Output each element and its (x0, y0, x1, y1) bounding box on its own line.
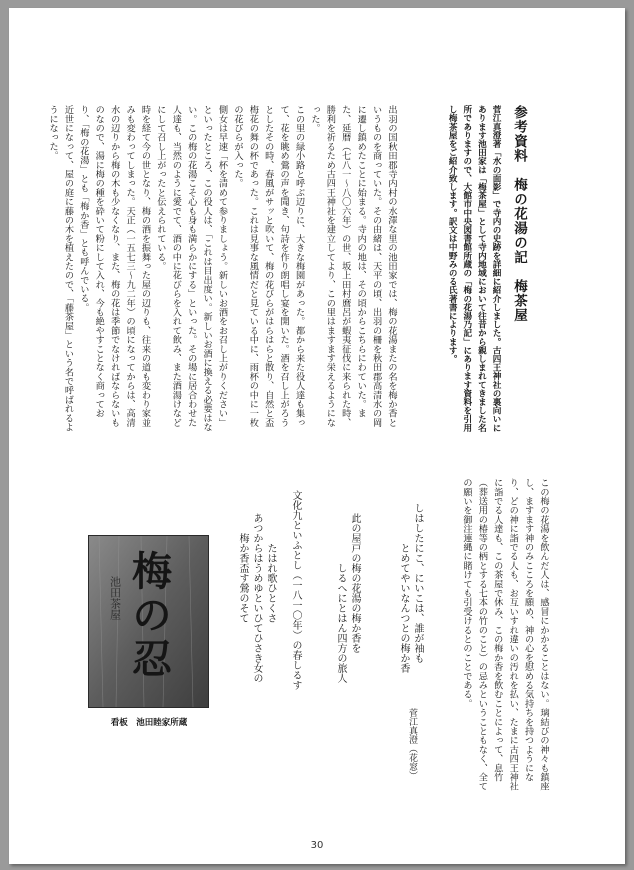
signboard-photo (88, 535, 209, 708)
poem-line: しはしたにこ、にいこは、誰が袖も (412, 503, 423, 663)
signboard-image (89, 536, 208, 707)
body-text-lower (427, 478, 551, 798)
document-page (9, 8, 625, 864)
body-text-upper (47, 105, 399, 435)
signboard-small-lettering: 池田茶屋 (108, 576, 122, 620)
body-paragraph: 近世になって、屋の庭に藤の木を植えたので、「藤茶屋」という名で呼ばれるようになった。 (47, 105, 74, 432)
intro-text: 菅江真澄著「水の面影」で寺内の史跡を詳細に紹介しました。古四王神社の裏向いにあります池田家は「梅茶屋」として寺内地域において往昔から親しまれてきました名所でありますので、大館市中央図書館所蔵の「梅の花湯乃記」にあります資料を引用し梅茶屋をご紹介致します。訳文は中野みのる氏著書によります。 (447, 105, 501, 432)
body-paragraph: 出羽の国秋田郡寺内村の水澤な里の池田家では、梅の花湯またの名を梅か香というものを商っていた。その由緒は、天平の頃、出羽の柵を秋田郡高清水の岡に遷し鎮めたことに始まる。寺内の地は、その頃からこちらにわていた。また、延暦（七八一〜八〇六年）の世、坂上田村麿呂が蝦夷征伐に来られた時、勝利を祈るため古四王神社を建立してより、この里はますます栄えるようになった。 (308, 105, 397, 427)
body-paragraph: 時を経て今の世となり、梅の酒を振舞った屋の辺りも、往来の道も変わり家並みも変わってしまった。天正（一五七三〜九二年）の頃になってからは、高清水の辺りから梅の木も少なくなり、また、梅の花は季節でなければならないものなので、湯に梅の種を砕いて粉にして入れ、今も絶やすことなく商っており、「梅の花湯」とも「梅か香」とも呼んでいる。 (77, 105, 151, 427)
body-paragraph: 側女は早速「杯を清めて参りましょう。新しいお酒をお召し上がりください」といったところ、この役人は、「これは目出度い。新しいお酒に換える必要はない。この梅の花湯こそ心も身も満らかにする」といった。その場に居合わせた人達も、当然のように愛でて、酒の中に花びらを入れて飲み、また酒湯けなどにして召し上がったと伝えられている。 (154, 105, 228, 432)
photo-caption: 看板 池田睦家所蔵 (110, 718, 188, 728)
poem-line: とめてやいなんつとの梅か香 (398, 543, 409, 673)
poem-line: 此の屋戸の梅の花湯の梅か香を (349, 513, 360, 653)
poem-line: しるへにとはん四方の旅人 (335, 563, 346, 683)
page-number: 30 (310, 840, 324, 851)
body-paragraph: この梅の花湯を飲んだ人は、感冒にかかることはない。璃結びの神々も鎮座し、ますます神のみこころを願め、神の心を慰める気持ちを持つようになり、どの神に詣でる人も、お互いすれ違いの汚れを払い、たまに古四王神社に詣でる人達も、この茶屋で休み、この梅か香を飲むことによって、息竹（葬送用の椿等の柄とする七本の竹のこと）の忌みということもなく、全ての願いを御注連縄に賭けても引受けるとのことである。 (460, 478, 549, 791)
poem-3 (217, 513, 277, 803)
signboard-lettering: 梅の忍 (125, 550, 173, 682)
poem-line: たはれ歌ひとくさ (265, 543, 276, 623)
body-paragraph: この里の緑小路と呼ぶ辺りに、大きな梅園があった。都から来た役人達も集って、花を眺め鶯の声を聞き、句詩を作り朗唱し宴を開いた。酒を召し上がろうとしたその時、春風がサッと吹いて、梅の花びらがはらはらと散り、自然と盃梅花の舞の杯であった。これは見事な風情だと見ている中に、雨杯の中に一枚の花びらが入った。 (231, 105, 305, 427)
poem-2 (299, 513, 361, 803)
poem-line: あつからはうめゆといひてひさき女の (251, 513, 262, 683)
poem-1-author: 菅江真澄（花窓） (407, 708, 417, 780)
intro-paragraph (407, 105, 503, 435)
page-title: 参考資料 梅の花湯の記 梅茶屋 (511, 105, 527, 323)
poem-2-date: 文化九といふとし（一八一〇年）の春しるす (290, 490, 301, 690)
poem-line: 梅か香盃す鶯のそて (237, 533, 248, 623)
